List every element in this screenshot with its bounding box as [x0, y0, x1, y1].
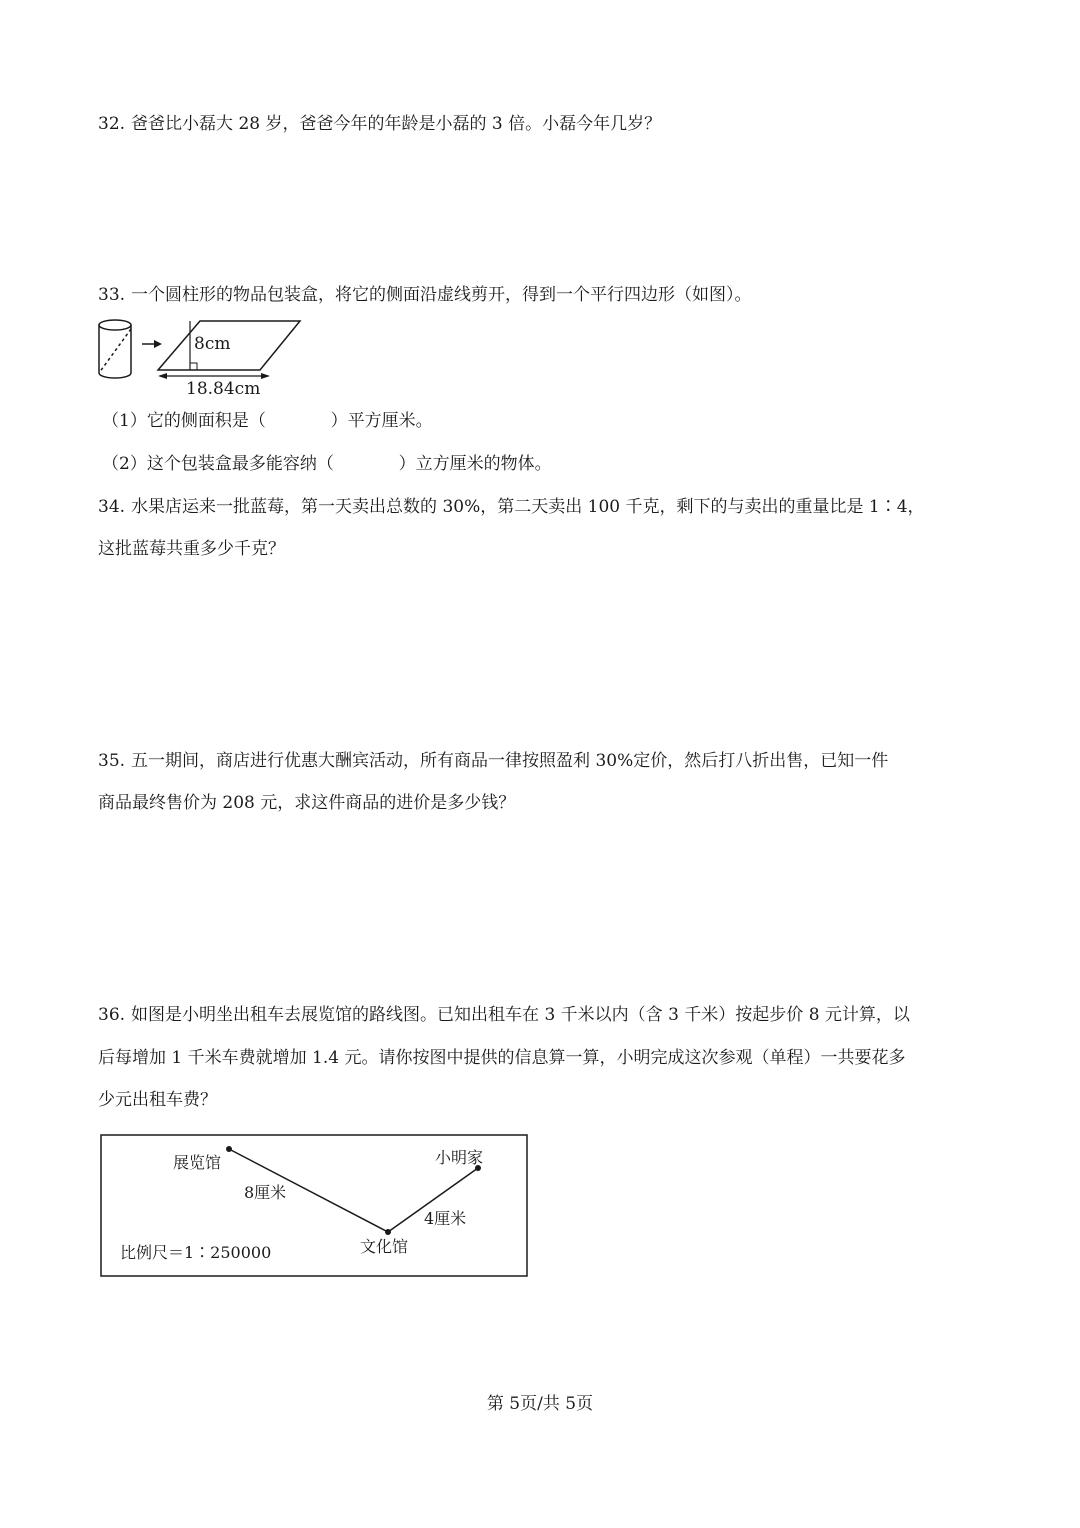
q32-number: 32.: [98, 114, 126, 134]
q36-route-map: [100, 1134, 529, 1278]
q35-line2: 商品最终售价为 208 元，求这件商品的进价是多少钱？: [98, 793, 516, 813]
q34-text1: 水果店运来一批蓝莓，第一天卖出总数的 30%，第二天卖出 100 千克，剩下的与卖出的重量比是 1∶4，: [131, 497, 925, 517]
q35-number: 35.: [98, 751, 126, 771]
q34-line1: [98, 495, 925, 519]
q33-figure: [94, 316, 314, 400]
xiaoming-home-label: 小明家: [435, 1148, 484, 1167]
q34-number: 34.: [98, 497, 126, 517]
page-footer: 第 5页/共 5页: [486, 1394, 594, 1414]
height-label: 8cm: [194, 334, 231, 354]
q32-line: [98, 112, 661, 136]
exhibition-hall-label: 展览馆: [173, 1153, 222, 1172]
q33-number: 33.: [98, 285, 126, 305]
scale-label: 比例尺＝1∶250000: [120, 1243, 272, 1262]
q36-line1: [98, 1003, 910, 1027]
cylinder-shape: [99, 320, 131, 378]
culture-hall-point: [385, 1229, 391, 1235]
q35-text1: 五一期间，商店进行优惠大酬宾活动，所有商品一律按照盈利 30%定价，然后打八折出售，已知一件: [131, 751, 889, 771]
base-label: 18.84cm: [186, 379, 261, 399]
q33-sub1: （1）它的侧面积是（ ）平方厘米。: [102, 411, 433, 431]
q33-line: [98, 283, 752, 307]
q36-line2: 后每增加 1 千米车费就增加 1.4 元。请你按图中提供的信息算一算，小明完成这次参观（单程）一共要花多: [98, 1048, 906, 1068]
q32-text: 爸爸比小磊大 28 岁，爸爸今年的年龄是小磊的 3 倍。小磊今年几岁？: [131, 114, 662, 134]
q36-text1: 如图是小明坐出租车去展览馆的路线图。已知出租车在 3 千米以内（含 3 千米）按起步价 8 元计算，以: [131, 1005, 910, 1025]
q33-text: 一个圆柱形的物品包装盒，将它的侧面沿虚线剪开，得到一个平行四边形（如图）。: [131, 285, 752, 305]
arrow-right-icon: [142, 340, 162, 348]
exhibition-hall-point: [226, 1146, 232, 1152]
q33-sub2: （2）这个包装盒最多能容纳（ ）立方厘米的物体。: [102, 454, 552, 474]
q35-line1: [98, 749, 888, 773]
culture-hall-label: 文化馆: [360, 1237, 409, 1256]
q34-line2: 这批蓝莓共重多少千克？: [98, 539, 285, 559]
q36-number: 36.: [98, 1005, 126, 1025]
q36-line3: 少元出租车费？: [98, 1090, 217, 1110]
distance-label-2: 4厘米: [424, 1209, 467, 1228]
right-angle-mark: [190, 363, 197, 370]
distance-label-1: 8厘米: [244, 1183, 287, 1202]
